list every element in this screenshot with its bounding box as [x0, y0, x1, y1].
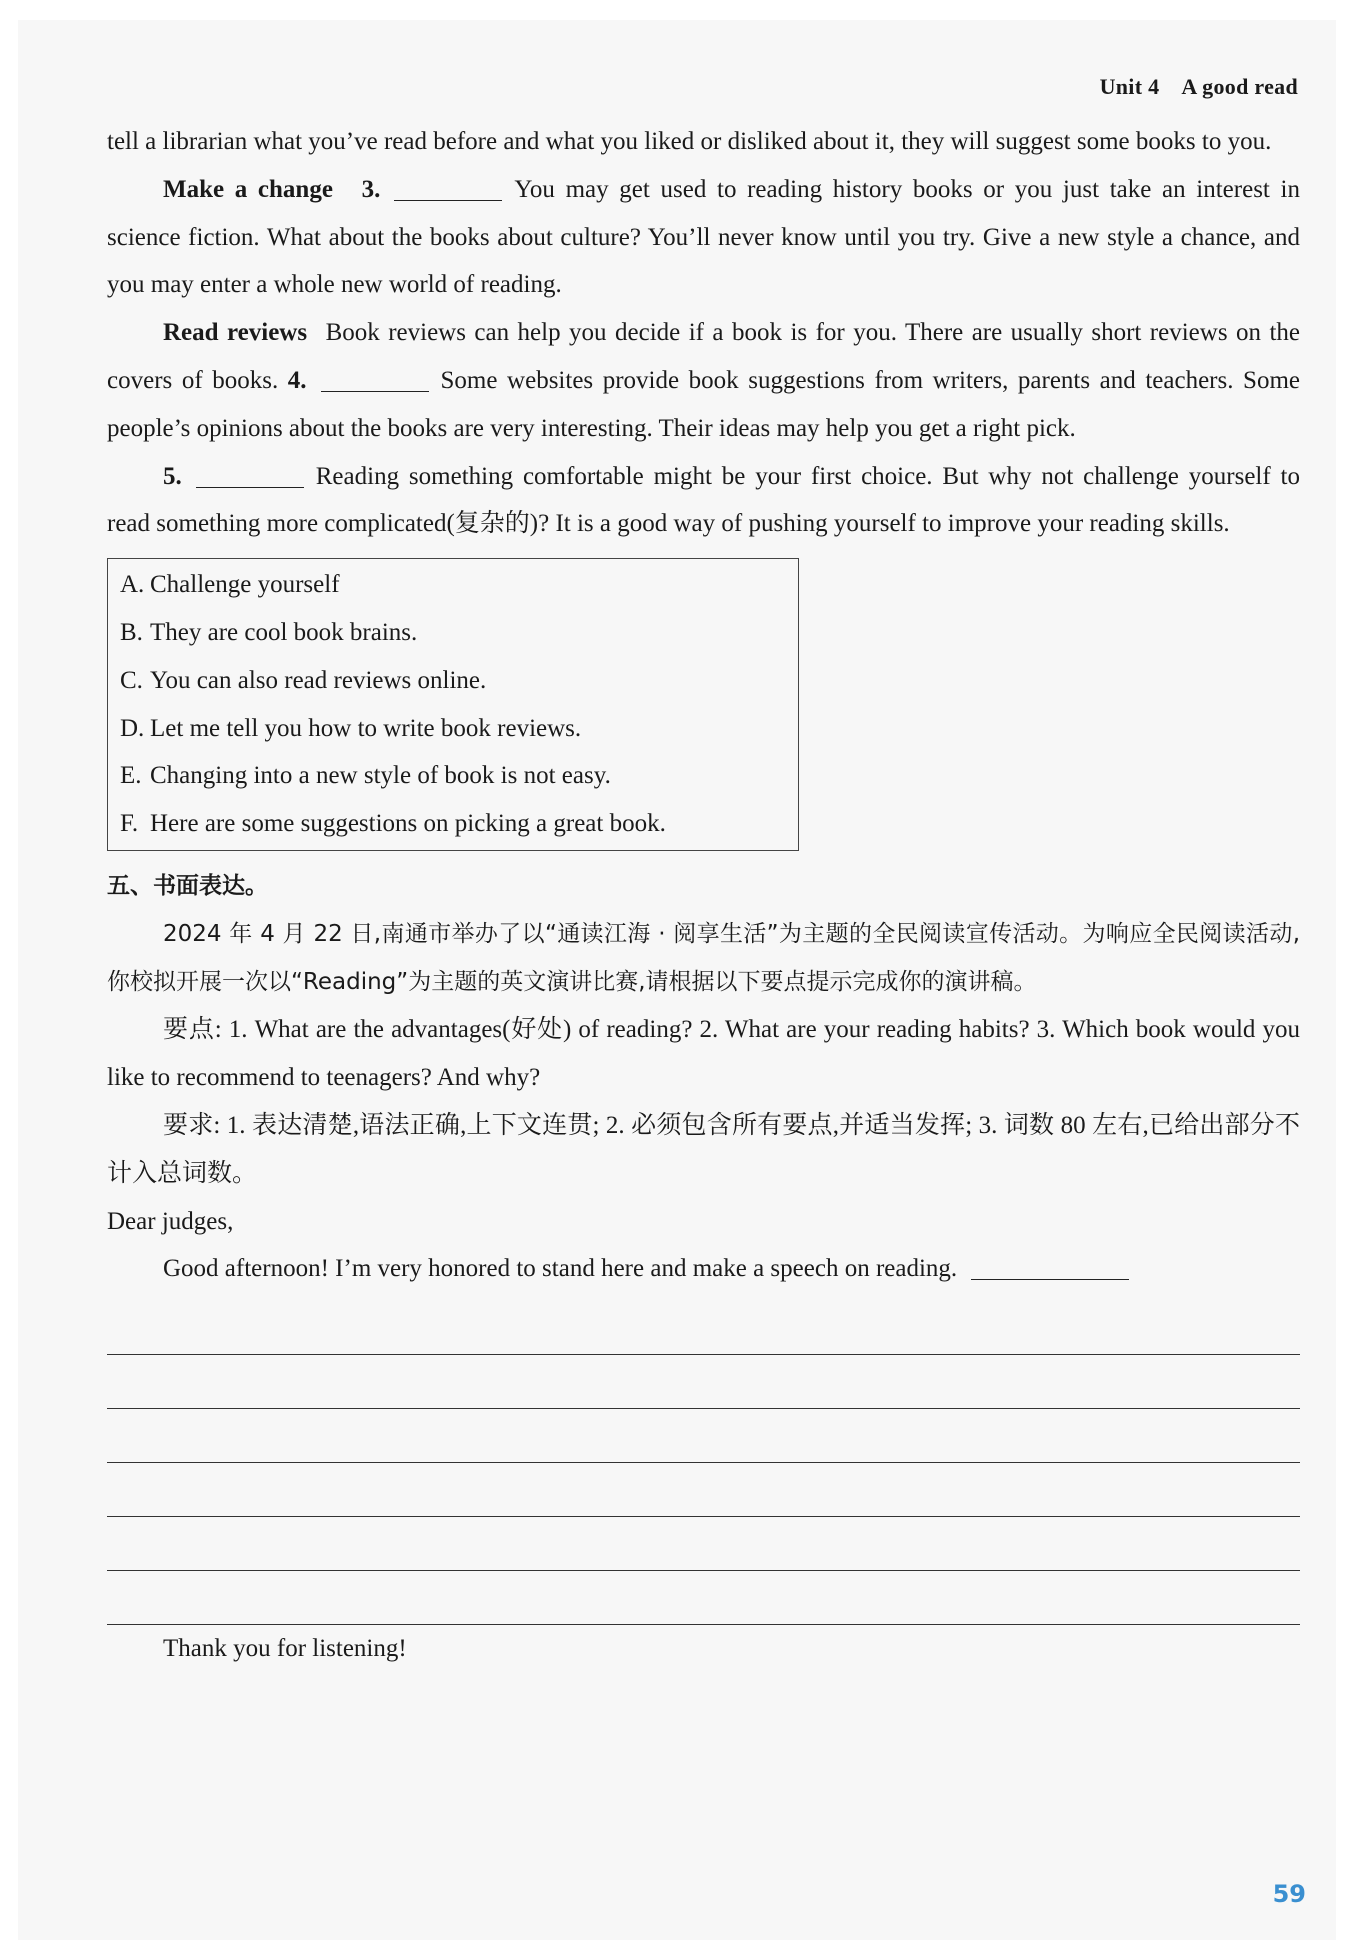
- writing-points: 要点: 1. What are the advantages(好处) of reading? 2. What are your reading habits? 3. Which book would you like to recommend to teenagers? And why?: [107, 1016, 1300, 1092]
- writing-requirements: 要求: 1. 表达清楚,语法正确,上下文连贯; 2. 必须包含所有要点,并适当发挥; 3. 词数 80 左右,已给出部分不计入总词数。: [107, 1111, 1300, 1187]
- question-number-5: 5.: [163, 462, 182, 490]
- option-d: D. Let me tell you how to write book reviews.: [120, 714, 582, 742]
- subheading-make-a-change: Make a change: [163, 175, 333, 203]
- unit-header: Unit 4 A good read: [1099, 74, 1298, 99]
- page-content: [107, 118, 1300, 1673]
- option-b: B. They are cool book brains.: [120, 618, 418, 646]
- paragraph-2-text: You may get used to reading history books or you just take an interest in science fiction. What about the books about culture? You’ll never know until you try. Give a new style a chance, and you may enter a whole new world of reading.: [107, 175, 1300, 299]
- question-number-4: 4.: [287, 366, 307, 394]
- subheading-read-reviews: Read reviews: [163, 319, 308, 347]
- options-box: [107, 558, 799, 851]
- paragraph-4-text: Reading something comfortable might be your first choice. But why not challenge yourself to read something more complicated(复杂的)? It is a good way of pushing yourself to improve your reading skills.: [107, 462, 1300, 538]
- question-number-3: 3.: [361, 175, 381, 203]
- writing-line[interactable]: [107, 1355, 1300, 1409]
- passage-paragraph-4: [107, 453, 1300, 549]
- speech-answer-line-0[interactable]: [971, 1253, 1129, 1280]
- option-f: F. Here are some suggestions on picking a great book.: [120, 810, 666, 838]
- passage-paragraph-3: [107, 309, 1300, 452]
- answer-blank-5[interactable]: [196, 461, 304, 488]
- writing-lines: [107, 1301, 1300, 1625]
- option-a: A. Challenge yourself: [120, 571, 340, 599]
- speech-closing: Thank you for listening!: [163, 1635, 407, 1663]
- paragraph-3-text-a: Book reviews can help you decide if a book is for you. There are usually short reviews on the covers of books.: [107, 319, 1301, 394]
- writing-line[interactable]: [107, 1301, 1300, 1355]
- option-e: E. Changing into a new style of book is not easy.: [120, 762, 611, 790]
- speech-opening: Good afternoon! I’m very honored to stand here and make a speech on reading.: [107, 1245, 1300, 1293]
- writing-intro: 2024 年 4 月 22 日,南通市举办了以“通读江海 · 阅享生活”为主题的全民阅读宣传活动。为响应全民阅读活动,你校拟开展一次以“Reading”为主题的英文演讲比赛,请根据以下要点提示完成你的演讲稿。: [107, 920, 1300, 995]
- page-number: 59: [1272, 1880, 1306, 1908]
- writing-line[interactable]: [107, 1463, 1300, 1517]
- passage-paragraph-2: [107, 166, 1300, 309]
- option-c: C. You can also read reviews online.: [120, 666, 487, 694]
- section-title-writing: 五、书面表达。: [107, 872, 268, 899]
- passage-paragraph-1: tell a librarian what you’ve read before and what you liked or disliked about it, they will suggest some books to you.: [107, 128, 1272, 155]
- speech-salutation: Dear judges,: [107, 1207, 234, 1235]
- writing-line[interactable]: [107, 1517, 1300, 1571]
- answer-blank-3[interactable]: [394, 174, 502, 201]
- paragraph-3-text-b: Some websites provide book suggestions from writers, parents and teachers. Some people’s opinions about the books are very interesting. Their ideas may help you get a right pick.: [107, 366, 1300, 442]
- writing-line[interactable]: [107, 1571, 1300, 1625]
- answer-blank-4[interactable]: [321, 365, 429, 392]
- writing-line[interactable]: [107, 1409, 1300, 1463]
